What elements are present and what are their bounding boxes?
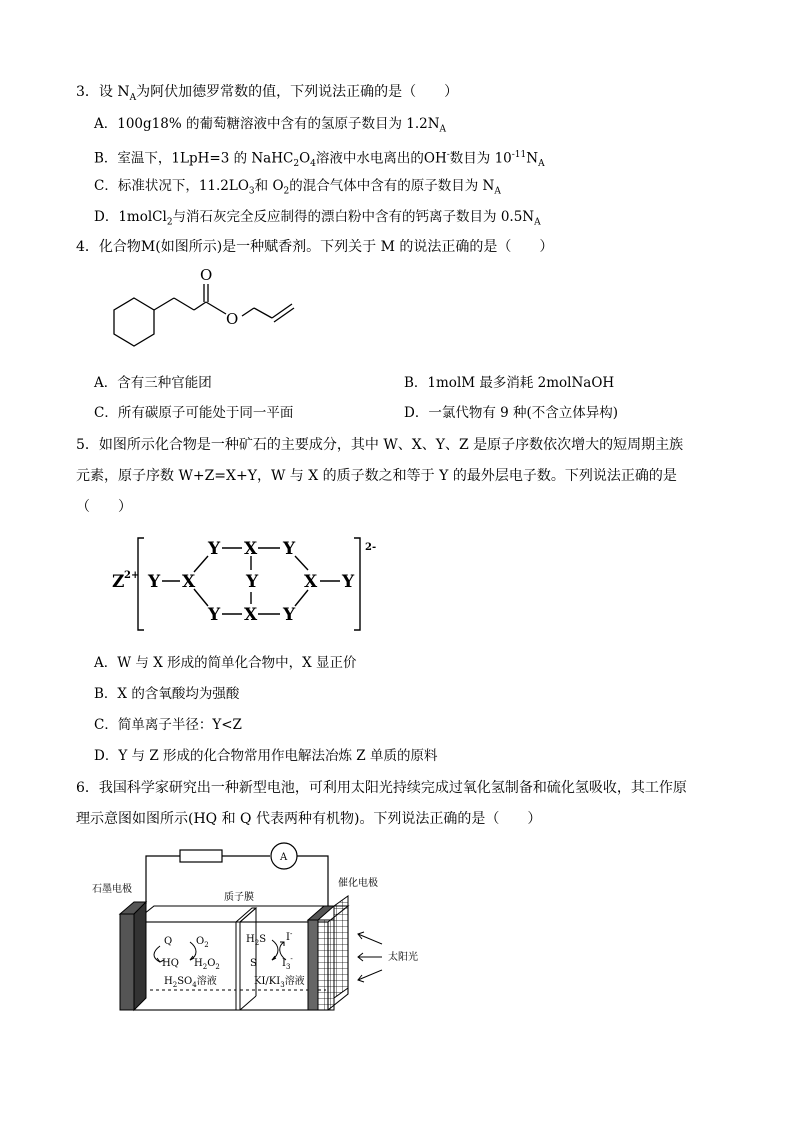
ester-oxygen: O xyxy=(226,310,239,328)
q4-option-d: D．一氯代物有 9 种(不含立体异构) xyxy=(404,405,619,421)
q3-option-b: B．室温下，1LpH=3 的 $NaHC_2O_4$溶液中水电离出的OH-数目为 $10^{-11}N_A$ xyxy=(94,150,545,170)
label-proton-membrane: 质子膜 xyxy=(224,892,254,903)
q3-option-c: C．标准状况下，$11.2LO_3$和 $O_2$的混合气体中含有的原子数目为 $N_A$ xyxy=(94,178,501,197)
q3-option-d: D．1molCl$_2$与消石灰完全反应制得的漂白粉中含有的钙离子数目为 $0.5N_A$ xyxy=(94,209,541,228)
q5-option-d: D．Y 与 Z 形成的化合物常用作电解法冶炼 Z 单质的原料 xyxy=(94,748,438,764)
atom-x-bottom: X xyxy=(244,605,258,625)
right-s: S xyxy=(250,958,257,969)
label-sunlight: 太阳光 xyxy=(388,952,418,963)
label-catalyst-electrode: 催化电极 xyxy=(338,878,378,889)
resistor xyxy=(180,850,222,862)
q4-stem: 4．化合物M(如图所示)是一种赋香剂。下列关于 M 的说法正确的是（ ） xyxy=(76,239,554,255)
cyclohexane-ring xyxy=(114,298,154,346)
atom-y-top-left: Y xyxy=(208,539,221,559)
atom-y-bottom-right: Y xyxy=(283,605,296,625)
catalyst-electrode xyxy=(334,896,348,998)
q5-option-a: A．W 与 X 形成的简单化合物中，X 显正价 xyxy=(94,655,357,671)
q5-structure-diagram xyxy=(110,536,380,636)
left-q: Q xyxy=(164,936,173,947)
q4-option-b: B．1molM 最多消耗 2molNaOH xyxy=(404,375,615,391)
left-h2o2: $H_2O_2$ xyxy=(194,958,220,971)
carbonyl-oxygen: O xyxy=(200,266,213,284)
atom-x-top: X xyxy=(244,539,258,559)
right-h2s: $H_2S$ xyxy=(246,934,267,947)
q4-option-c: C．所有碳原子可能处于同一平面 xyxy=(94,405,294,421)
cation-charge: 2+ xyxy=(124,570,140,581)
atom-x-right: X xyxy=(304,572,318,592)
atom-y-top-right: Y xyxy=(283,539,296,559)
atom-x-left: X xyxy=(182,572,196,592)
atom-y-left: Y xyxy=(148,572,161,592)
q6-stem-line1: 6．我国科学家研究出一种新型电池，可利用太阳光持续完成过氧化氢制备和硫化氢吸收，其工作原 xyxy=(76,780,687,796)
q6-stem-line2: 理示意图如图所示(HQ 和 Q 代表两种有机物)。下列说法正确的是（ ） xyxy=(76,811,542,827)
left-solution: $H_2SO_4$溶液 xyxy=(164,976,217,989)
q5-stem-line1: 5．如图所示化合物是一种矿石的主要成分，其中 W、X、Y、Z 是原子序数依次增大的短周期主族 xyxy=(76,437,684,453)
left-hq: HQ xyxy=(162,958,179,969)
q4-option-a: A．含有三种官能团 xyxy=(94,375,212,391)
left-o2: $O_2$ xyxy=(196,936,209,949)
q5-option-b: B．X 的含氧酸均为强酸 xyxy=(94,686,240,702)
q3-option-a: A．100g18% 的葡萄糖溶液中含有的氢原子数目为 $1.2N_A$ xyxy=(94,116,447,135)
q5-stem-line3: （ ） xyxy=(76,499,132,515)
anion-charge: 2- xyxy=(365,542,377,553)
ammeter-symbol: A xyxy=(280,852,288,863)
cation-symbol: Z xyxy=(112,572,125,592)
q5-option-c: C．简单离子半径：Y<Z xyxy=(94,717,242,733)
right-solution: $KI/KI_3$溶液 xyxy=(254,976,305,989)
q4-structure-diagram xyxy=(96,262,316,362)
label-graphite-electrode: 石墨电极 xyxy=(92,884,132,895)
atom-y-right: Y xyxy=(342,572,355,592)
q3-stem: 3．设 $N_A$为阿伏加德罗常数的值，下列说法正确的是（ ） xyxy=(76,84,459,103)
atom-y-bottom-left: Y xyxy=(208,605,221,625)
q5-stem-line2: 元素，原子序数 W+Z=X+Y，W 与 X 的质子数之和等于 Y 的最外层电子数。下列说法正确的是 xyxy=(76,468,677,484)
right-triiodide: $I_3^-$ xyxy=(282,955,293,971)
right-iodide: I- xyxy=(286,930,293,943)
q6-battery-diagram xyxy=(90,842,430,1022)
atom-y-center: Y xyxy=(246,572,259,592)
